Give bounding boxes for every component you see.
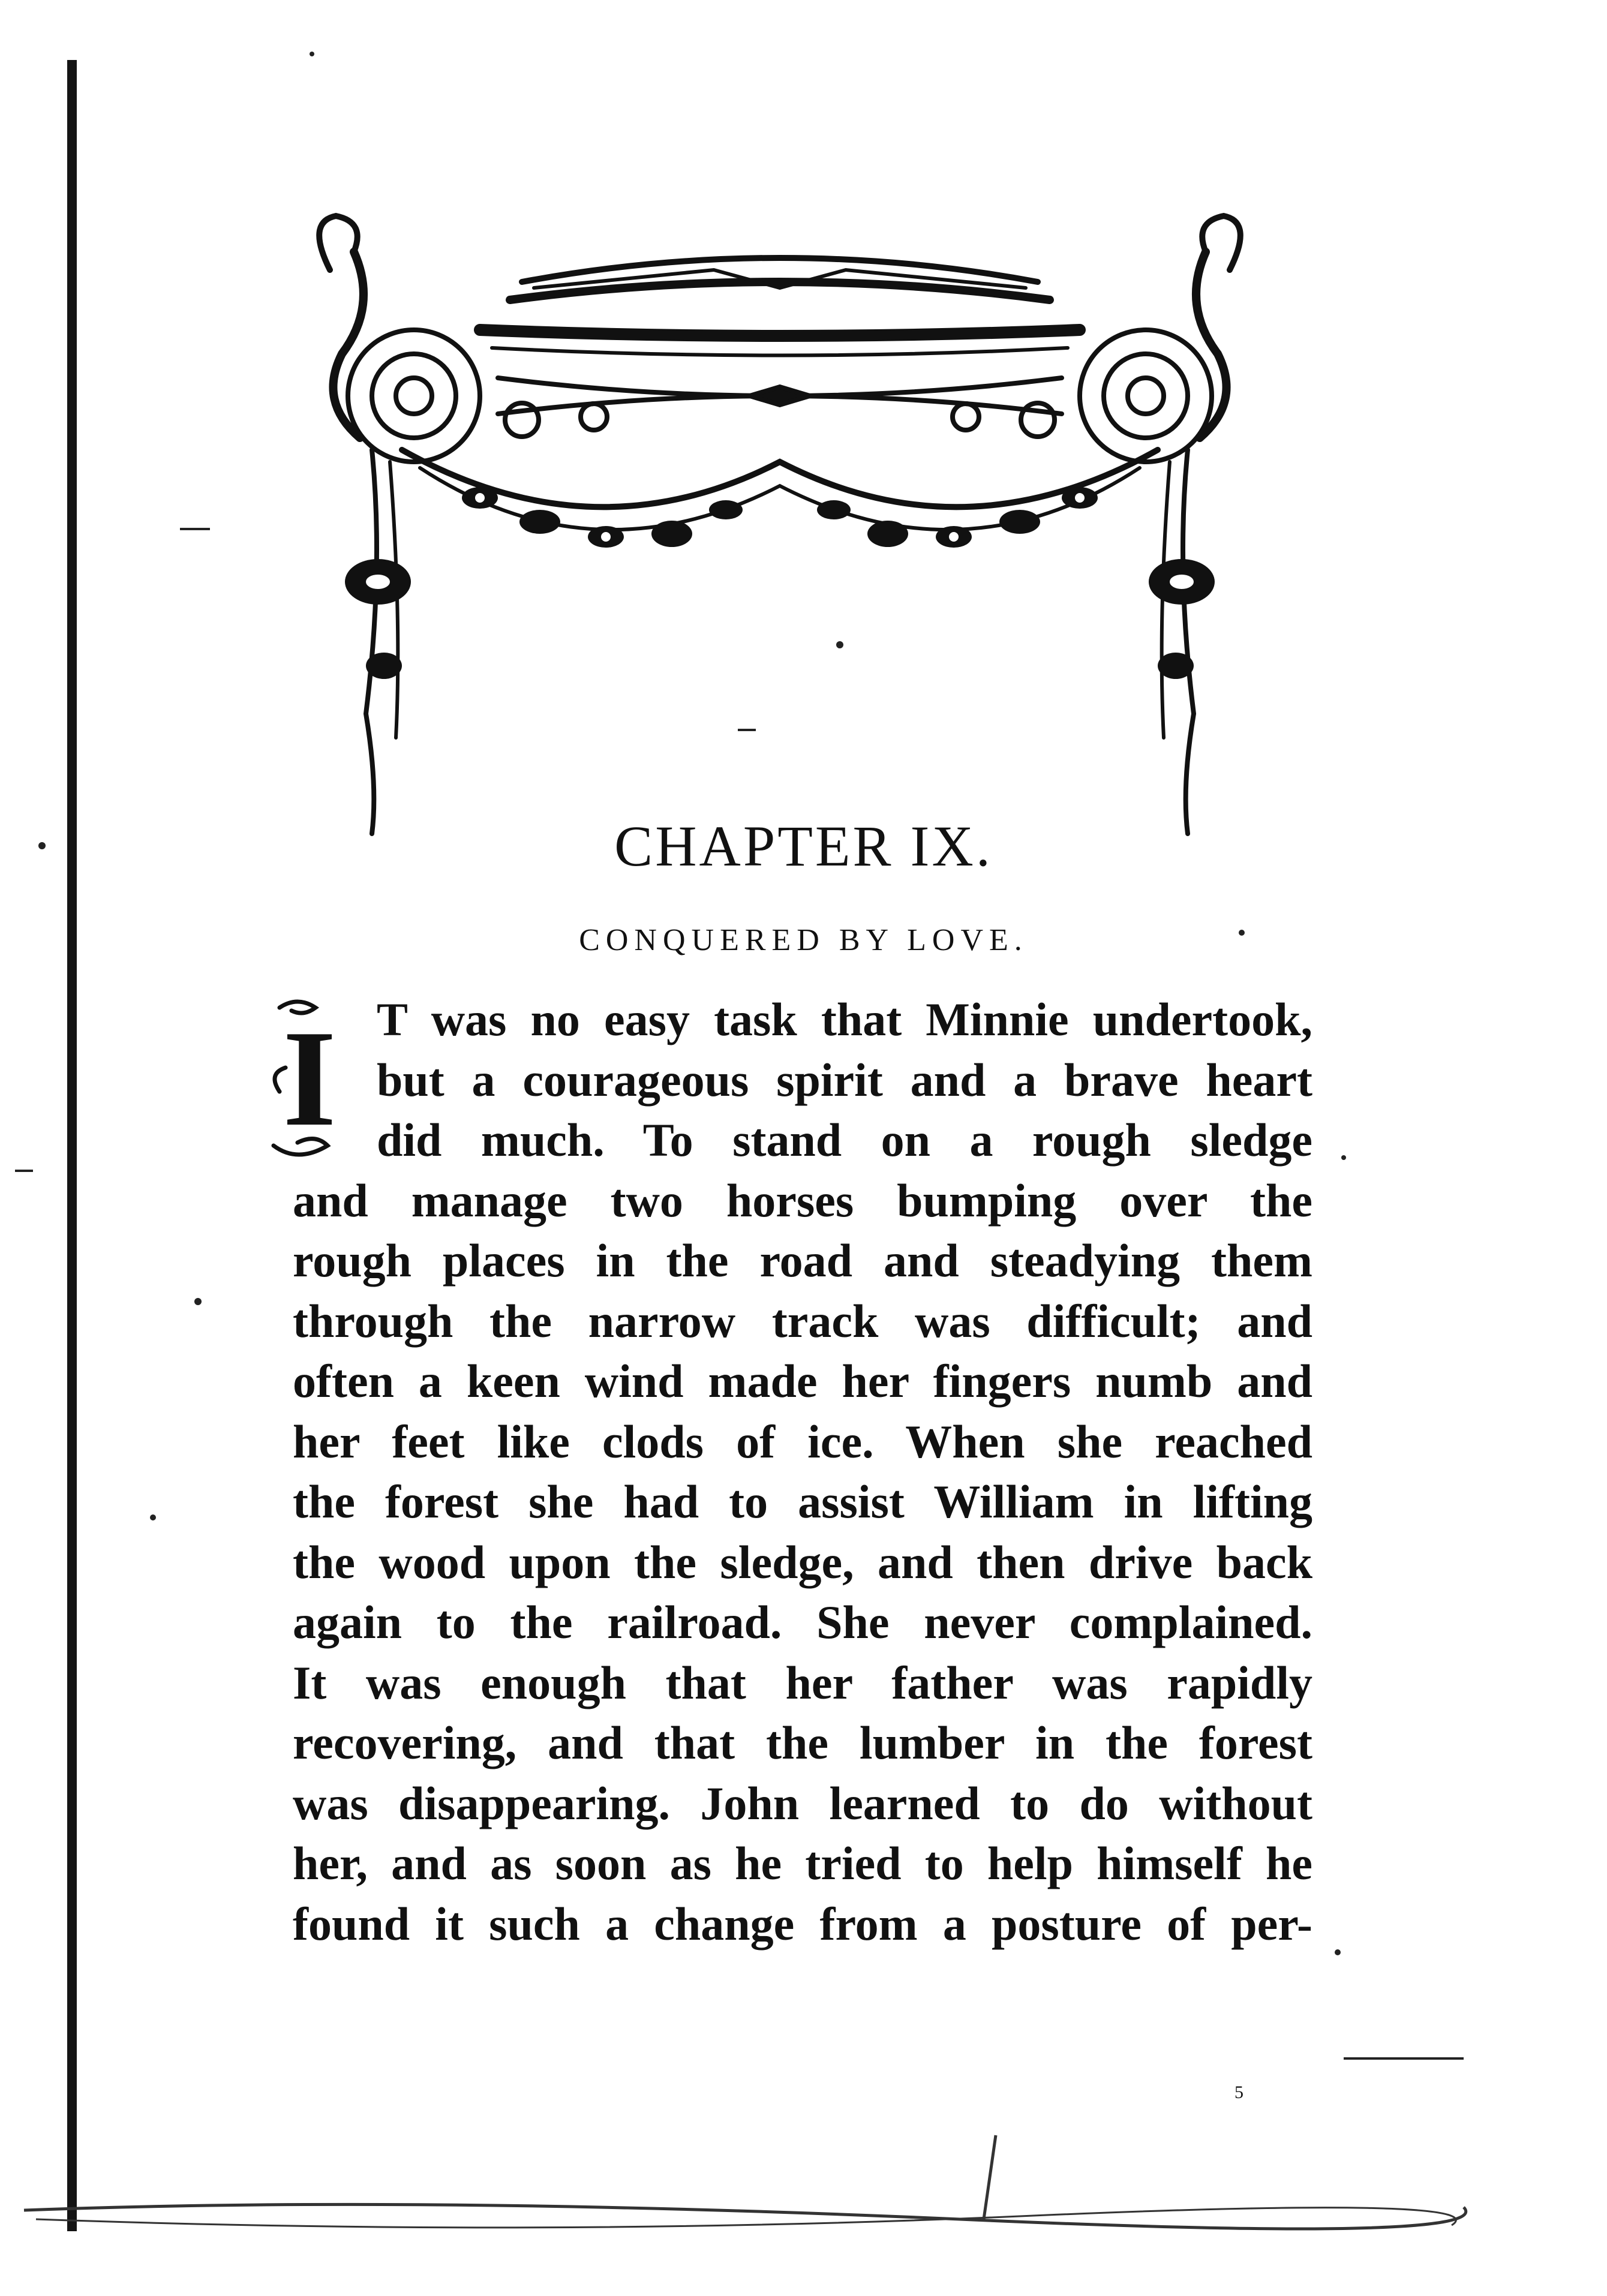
floral-arch-ornament-icon [282, 198, 1278, 846]
text-line: and manage two horses bumping over the [293, 1174, 1312, 1227]
chapter-subtitle: CONQUERED BY LOVE. [579, 923, 1028, 957]
chapter-body [283, 990, 1312, 1954]
text-line: through the narrow track was difficult; and [293, 1294, 1312, 1347]
text-line: did much. To stand on a rough sledge [377, 1114, 1312, 1166]
text-line: the wood upon the sledge, and then drive back [293, 1535, 1312, 1588]
text-line: the forest she had to assist William in lifting [293, 1475, 1312, 1528]
text-line: T was no easy task that Minnie undertook, [377, 993, 1312, 1045]
drop-cap-letter: I [283, 1002, 337, 1155]
text-line: found it such a change from a posture of per- [293, 1897, 1312, 1950]
text-line: again to the railroad. She never complained. [293, 1596, 1312, 1648]
text-line: rough places in the road and steadying them [293, 1234, 1312, 1287]
text-line: recovering, and that the lumber in the forest [293, 1717, 1312, 1769]
page-number: 5 [1234, 2082, 1243, 2102]
binding-edge-rule [67, 60, 77, 2231]
text-line: often a keen wind made her fingers numb and [293, 1355, 1312, 1407]
ornamental-initial-icon [262, 996, 358, 1164]
text-line: her, and as soon as he tried to help himself he [293, 1837, 1312, 1889]
text-line: her feet like clods of ice. When she reached [293, 1415, 1312, 1468]
text-line: but a courageous spirit and a brave heart [377, 1053, 1312, 1106]
text-line: was disappearing. John learned to do without [293, 1777, 1312, 1829]
text-line: It was enough that her father was rapidly [293, 1656, 1312, 1709]
chapter-title: CHAPTER IX. [614, 814, 993, 878]
